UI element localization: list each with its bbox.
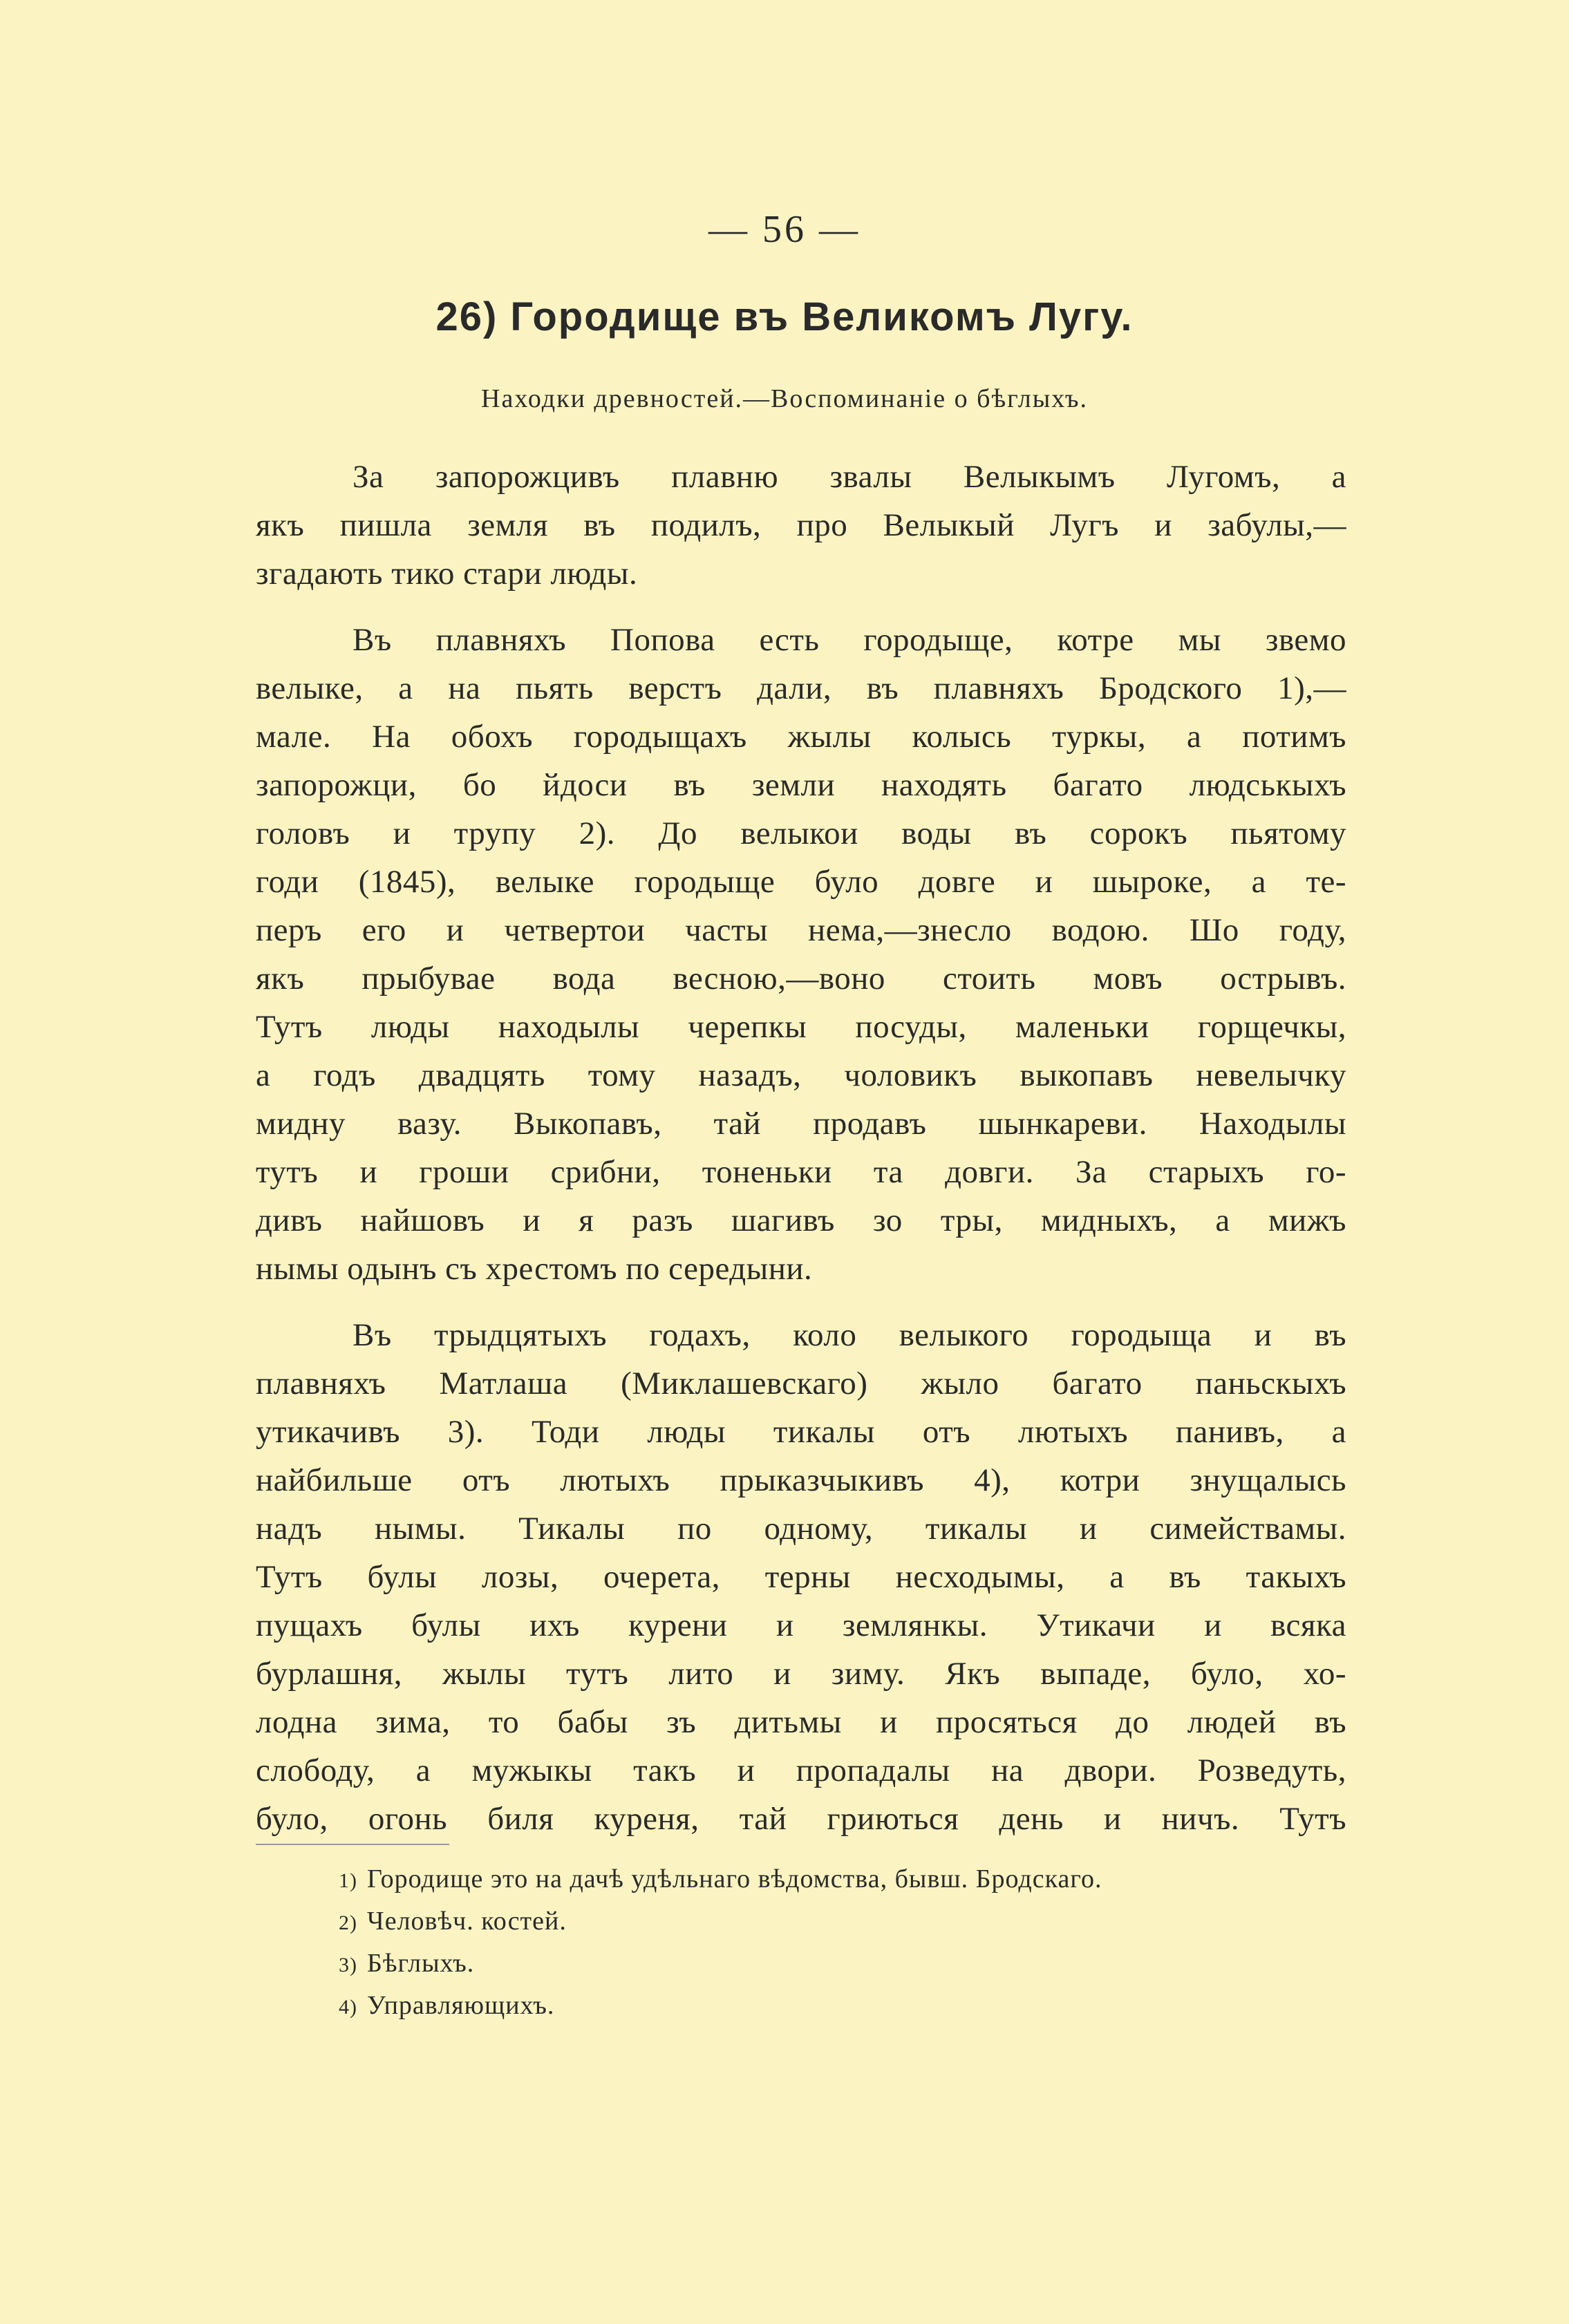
footnote-divider — [256, 1844, 449, 1845]
footnote-mark: 1) — [339, 1869, 357, 1892]
text-line: Тутъ люды находылы черепкы посуды, маленьки горщечкы, — [256, 1009, 1346, 1045]
text-line: дивъ найшовъ и я разъ шагивъ зо тры, мидныхъ, а мижъ — [256, 1202, 1346, 1238]
text-line: лодна зима, то бабы зъ дитьмы и просяться до людей въ — [256, 1704, 1346, 1740]
footnote — [339, 1985, 1348, 2028]
footnotes — [339, 1859, 1348, 2028]
section-title: 26) Городище въ Великомъ Лугу. — [435, 294, 1134, 339]
text-line: Въ трыдцятыхъ годахъ, коло велыкого городыща и въ — [353, 1317, 1346, 1353]
section-subtitle: Находки древностей.—Воспоминаніе о бѣглыхъ. — [481, 384, 1088, 413]
text-line: годи (1845), велыке городыще було довге и шыроке, а те- — [256, 864, 1346, 900]
text-line: згадають тико стари люды. — [256, 556, 638, 592]
footnote-text: Управляющихъ. — [367, 1991, 555, 2020]
footnote-mark: 3) — [339, 1954, 357, 1976]
footnote-text: Человѣч. костей. — [367, 1907, 567, 1936]
footnote-text: Городище это на дачѣ удѣльнаго вѣдомства, бывш. Бродскаго. — [367, 1864, 1102, 1893]
text-line: якъ пишла земля въ подилъ, про Велыкый Лугъ и забулы,— — [256, 507, 1346, 543]
text-line: велыке, а на пьять верстъ дали, въ плавняхъ Бродского 1),— — [256, 670, 1346, 706]
footnote-text: Бѣглыхъ. — [367, 1949, 475, 1978]
text-line: бурлашня, жылы тутъ лито и зиму. Якъ выпаде, було, хо- — [256, 1656, 1346, 1692]
text-line: тутъ и гроши срибни, тоненьки та довги. За старыхъ го- — [256, 1154, 1346, 1190]
text-line: а годъ двадцять тому назадъ, чоловикъ выкопавъ невелычку — [256, 1057, 1346, 1093]
text-line: Въ плавняхъ Попова есть городыще, котре мы звемо — [353, 622, 1346, 658]
text-line: слободу, а мужыкы такъ и пропадалы на двори. Розведуть, — [256, 1753, 1346, 1788]
footnote — [339, 1943, 1348, 1985]
footnote — [339, 1901, 1348, 1943]
text-line: головъ и трупу 2). До велыкои воды въ сорокъ пьятому — [256, 815, 1346, 851]
text-line: За запорожцивъ плавню звалы Велыкымъ Лугомъ, а — [353, 459, 1346, 495]
text-line: надъ нымы. Тикалы по одному, тикалы и симействамы. — [256, 1511, 1346, 1547]
body-text — [256, 453, 1346, 1861]
text-line: найбильше отъ лютыхъ прыказчыкивъ 4), котри знущалысь — [256, 1462, 1346, 1498]
footnote-mark: 2) — [339, 1911, 357, 1934]
text-line: плавняхъ Матлаша (Миклашевскаго) жыло багато паньскыхъ — [256, 1366, 1346, 1401]
text-line: перъ его и четвертои часты нема,—знесло водою. Шо году, — [256, 912, 1346, 948]
text-line: мидну вазу. Выкопавъ, тай продавъ шынкареви. Находылы — [256, 1106, 1346, 1142]
page-number: — 56 — — [708, 208, 861, 251]
text-line: мале. На обохъ городыщахъ жылы колысь туркы, а потимъ — [256, 719, 1346, 755]
text-line: було, огонь биля куреня, тай гриються день и ничъ. Тутъ — [256, 1801, 1346, 1837]
footnote — [339, 1859, 1348, 1901]
text-line: пущахъ булы ихъ курени и землянкы. Утикачи и всяка — [256, 1607, 1346, 1643]
paragraph-3 — [256, 1311, 1346, 1843]
text-line: утикачивъ 3). Тоди люды тикалы отъ лютыхъ панивъ, а — [256, 1414, 1346, 1450]
text-line: якъ прыбувае вода весною,—воно стоить мовъ острывъ. — [256, 961, 1346, 996]
text-line: запорожци, бо йдоси въ земли находять багато людськыхъ — [256, 767, 1346, 803]
paragraph-2 — [256, 616, 1346, 1293]
text-line: нымы одынъ съ хрестомъ по середыни. — [256, 1251, 813, 1287]
footnote-mark: 4) — [339, 1996, 357, 2019]
paragraph-1 — [256, 453, 1346, 598]
text-line: Тутъ булы лозы, очерета, терны несходымы, а въ такыхъ — [256, 1559, 1346, 1595]
